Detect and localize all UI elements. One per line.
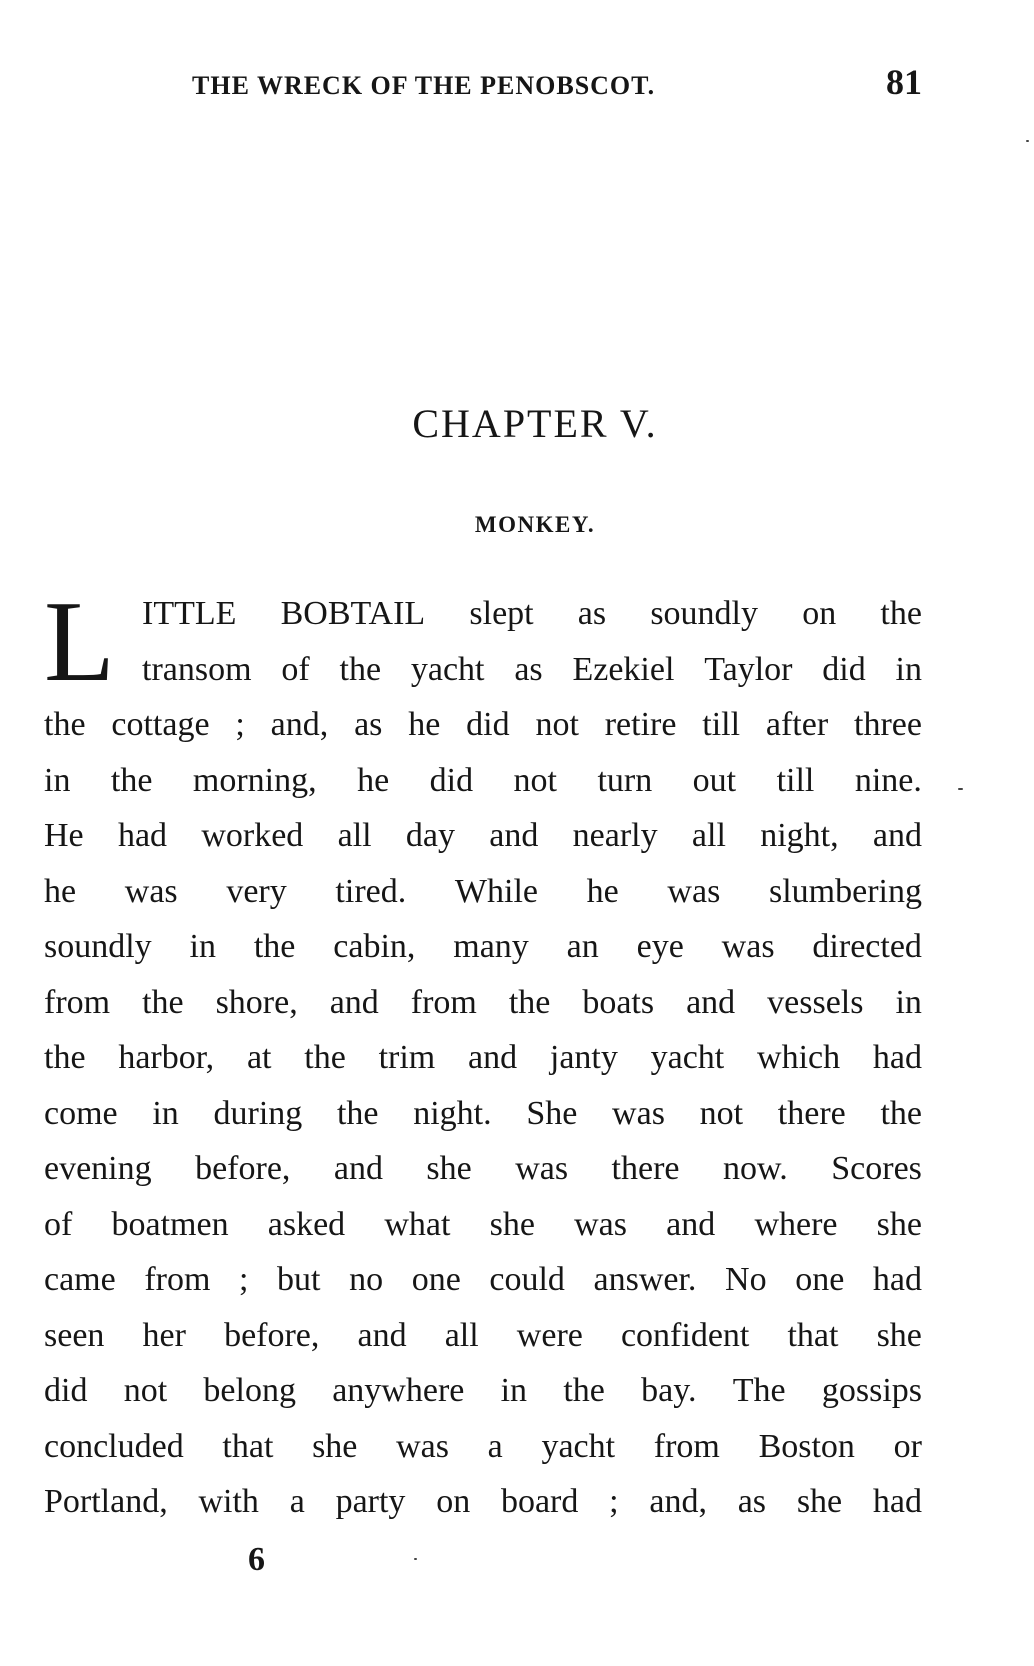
text-line: came from ; but no one could answer. No one had — [44, 1261, 922, 1298]
text-line: ITTLE BOBTAIL slept as soundly on the — [142, 595, 922, 632]
print-speck — [958, 788, 963, 790]
text-line: the harbor, at the trim and janty yacht which had — [44, 1039, 922, 1076]
running-head — [192, 62, 922, 102]
chapter-subtitle: MONKEY. — [474, 512, 596, 537]
text-line: the cottage ; and, as he did not retire till after three — [44, 706, 922, 743]
text-line: seen her before, and all were confident that she — [44, 1316, 922, 1354]
text-line: from the shore, and from the boats and vessels in — [44, 983, 922, 1021]
text-line: he was very tired. While he was slumbering — [44, 872, 922, 910]
text-line: transom of the yacht as Ezekiel Taylor did in — [142, 650, 922, 688]
print-speck — [414, 1558, 417, 1560]
body-text — [44, 578, 922, 1530]
running-head-title: THE WRECK OF THE PENOBSCOT. — [192, 71, 656, 100]
text-line: of boatmen asked what she was and where she — [44, 1205, 922, 1243]
chapter-heading: CHAPTER V. — [412, 401, 658, 446]
drop-cap: L — [44, 578, 115, 706]
text-line: evening before, and she was there now. Scores — [44, 1150, 922, 1187]
text-line: Portland, with a party on board ; and, as she had — [44, 1483, 922, 1520]
text-line: come in during the night. She was not there the — [44, 1094, 922, 1132]
signature-mark: 6 — [248, 1541, 265, 1578]
text-line: soundly in the cabin, many an eye was directed — [44, 928, 922, 965]
text-line: He had worked all day and nearly all night, and — [44, 817, 922, 854]
print-speck — [1026, 140, 1029, 142]
page-number: 81 — [886, 62, 922, 102]
text-line: concluded that she was a yacht from Boston or — [44, 1427, 922, 1465]
text-line: in the morning, he did not turn out till nine. — [44, 761, 922, 799]
text-line: did not belong anywhere in the bay. The gossips — [44, 1372, 922, 1409]
